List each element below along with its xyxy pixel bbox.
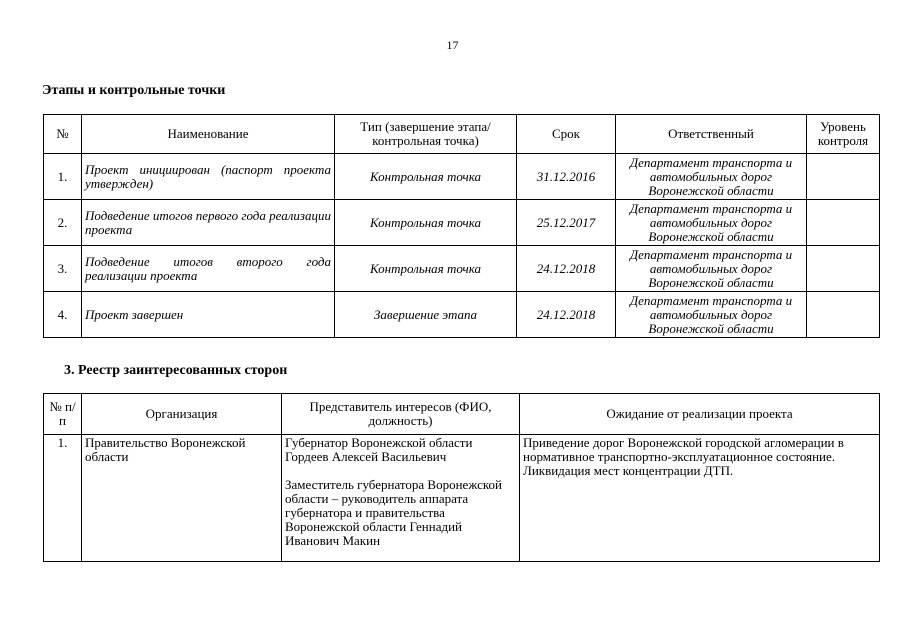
- row-type: Контрольная точка: [335, 154, 517, 200]
- representative-governor: Губернатор Воронежской области Гордеев Алексей Васильевич: [285, 435, 473, 464]
- representative-deputy: Заместитель губернатора Воронежской области – руководитель аппарата губернатора и правительства Воронежской области Геннадий Иванович Макин: [285, 477, 502, 548]
- header-expectation: Ожидание от реализации проекта: [520, 394, 880, 435]
- row-type: Контрольная точка: [335, 246, 517, 292]
- row-responsible: Департамент транспорта и автомобильных дорог Воронежской области: [616, 154, 807, 200]
- row-deadline: 31.12.2016: [517, 154, 616, 200]
- table-row: [44, 435, 880, 562]
- row-num: 1.: [44, 435, 82, 562]
- table-row: [44, 200, 880, 246]
- row-type: Контрольная точка: [335, 200, 517, 246]
- header-name: Наименование: [82, 115, 335, 154]
- row-expectation: Приведение дорог Воронежской городской агломерации в нормативное транспортно-эксплуатационное состояние. Ликвидация мест концентрации ДТП.: [520, 435, 880, 562]
- header-responsible: Ответственный: [616, 115, 807, 154]
- table-row: [44, 154, 880, 200]
- registry-table: [43, 393, 880, 562]
- row-control-level: [807, 292, 880, 338]
- stages-section-title: Этапы и контрольные точки: [42, 83, 226, 98]
- header-deadline: Срок: [517, 115, 616, 154]
- page-number: 17: [446, 38, 459, 52]
- row-name: Проект инициирован (паспорт проекта утвержден): [82, 154, 335, 200]
- row-responsible: Департамент транспорта и автомобильных дорог Воронежской области: [616, 292, 807, 338]
- row-num: 2.: [44, 200, 82, 246]
- table-row: [44, 246, 880, 292]
- stages-table: [43, 114, 880, 338]
- row-representative: [282, 435, 520, 562]
- row-deadline: 24.12.2018: [517, 246, 616, 292]
- row-num: 3.: [44, 246, 82, 292]
- row-control-level: [807, 246, 880, 292]
- header-organization: Организация: [82, 394, 282, 435]
- header-representative: Представитель интересов (ФИО, должность): [282, 394, 520, 435]
- row-type: Завершение этапа: [335, 292, 517, 338]
- header-type: Тип (завершение этапа/контрольная точка): [335, 115, 517, 154]
- row-name: Подведение итогов второго года реализации проекта: [82, 246, 335, 292]
- header-num: №: [44, 115, 82, 154]
- row-responsible: Департамент транспорта и автомобильных дорог Воронежской области: [616, 246, 807, 292]
- stages-header-row: [44, 115, 880, 154]
- registry-section-title: 3. Реестр заинтересованных сторон: [64, 363, 288, 378]
- row-num: 4.: [44, 292, 82, 338]
- row-control-level: [807, 154, 880, 200]
- row-responsible: Департамент транспорта и автомобильных дорог Воронежской области: [616, 200, 807, 246]
- row-control-level: [807, 200, 880, 246]
- row-name: Подведение итогов первого года реализации проекта: [82, 200, 335, 246]
- row-deadline: 25.12.2017: [517, 200, 616, 246]
- row-organization: Правительство Воронежской области: [82, 435, 282, 562]
- header-num: № п/п: [44, 394, 82, 435]
- row-deadline: 24.12.2018: [517, 292, 616, 338]
- row-num: 1.: [44, 154, 82, 200]
- header-control-level: Уровень контроля: [807, 115, 880, 154]
- registry-header-row: [44, 394, 880, 435]
- row-name: Проект завершен: [82, 292, 335, 338]
- table-row: [44, 292, 880, 338]
